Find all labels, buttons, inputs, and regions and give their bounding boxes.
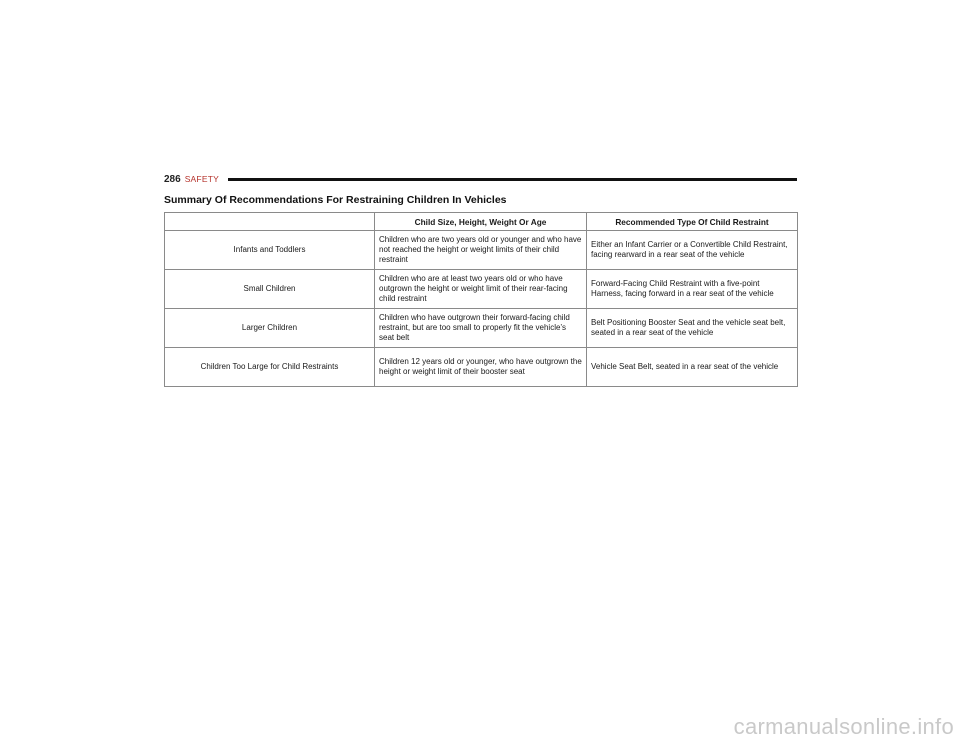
row-size-description: Children who are two years old or younger and who have not reached the height or weight limits of their child restraint [375, 231, 587, 270]
row-category: Children Too Large for Child Restraints [165, 348, 375, 387]
table-row [165, 348, 798, 387]
column-header-size: Child Size, Height, Weight Or Age [375, 213, 587, 231]
column-header-category [165, 213, 375, 231]
page-header [164, 172, 797, 186]
table-row [165, 270, 798, 309]
column-header-restraint: Recommended Type Of Child Restraint [587, 213, 798, 231]
row-restraint-type: Either an Infant Carrier or a Convertible Child Restraint, facing rearward in a rear seat of the vehicle [587, 231, 798, 270]
section-title: Summary Of Recommendations For Restraining Children In Vehicles [164, 194, 507, 206]
section-name: SAFETY [184, 174, 219, 184]
row-size-description: Children who have outgrown their forward-facing child restraint, but are too small to properly fit the vehicle’s seat belt [375, 309, 587, 348]
child-restraint-table [164, 212, 798, 387]
row-category: Larger Children [165, 309, 375, 348]
page-number: 286 [164, 173, 181, 185]
row-size-description: Children 12 years old or younger, who have outgrown the height or weight limit of their booster seat [375, 348, 587, 387]
row-restraint-type: Vehicle Seat Belt, seated in a rear seat of the vehicle [587, 348, 798, 387]
table-row [165, 231, 798, 270]
header-rule [228, 178, 797, 181]
row-restraint-type: Belt Positioning Booster Seat and the vehicle seat belt, seated in a rear seat of the vehicle [587, 309, 798, 348]
row-size-description: Children who are at least two years old or who have outgrown the height or weight limit of their rear-facing child restraint [375, 270, 587, 309]
row-category: Small Children [165, 270, 375, 309]
table-row [165, 309, 798, 348]
row-category: Infants and Toddlers [165, 231, 375, 270]
row-restraint-type: Forward-Facing Child Restraint with a five-point Harness, facing forward in a rear seat of the vehicle [587, 270, 798, 309]
watermark: carmanualsonline.info [733, 714, 954, 739]
table-header-row [165, 213, 798, 231]
